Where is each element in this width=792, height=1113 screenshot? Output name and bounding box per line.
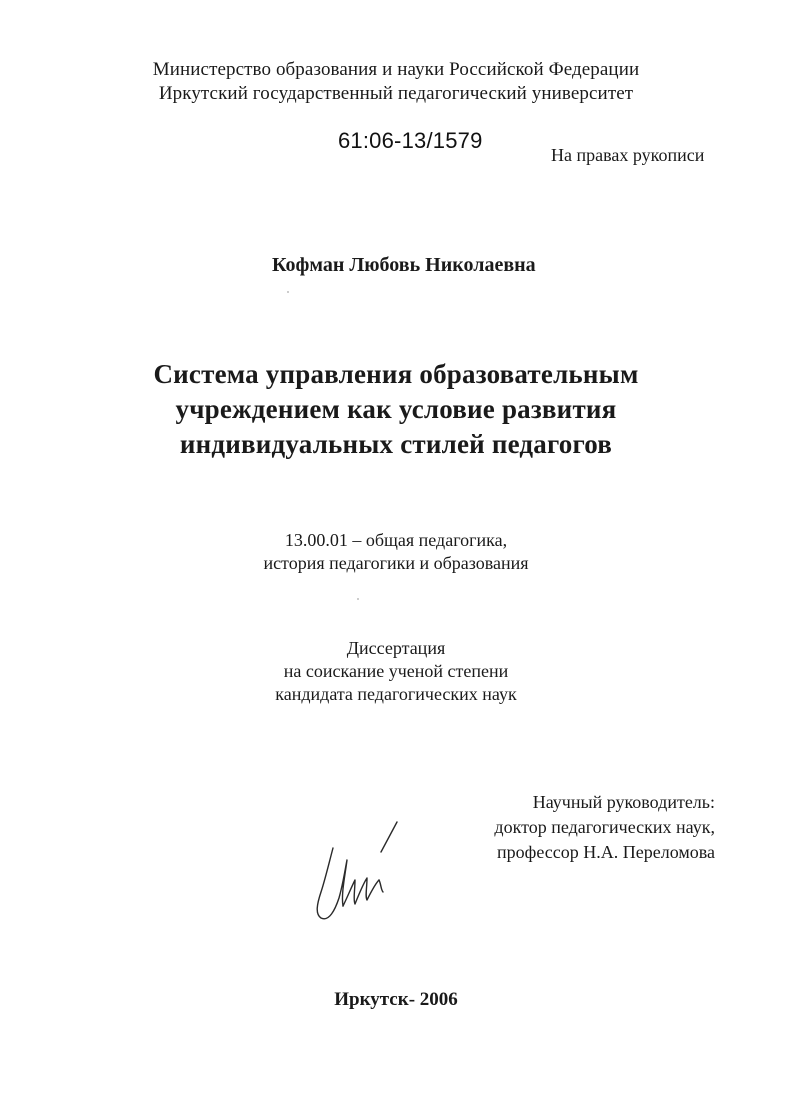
scan-speck (357, 598, 359, 600)
signature-stroke (379, 880, 383, 892)
supervisor-block (460, 790, 715, 865)
ministry-header (0, 58, 792, 106)
title-line: Система управления образовательным (153, 359, 639, 389)
scan-speck (287, 291, 289, 293)
university-line: Иркутский государственный педагогический университет (158, 83, 634, 104)
specialty-line: история педагогики и образования (263, 553, 529, 573)
manuscript-note: На правах рукописи (551, 145, 705, 165)
degree-block (0, 637, 792, 706)
specialty-block (0, 529, 792, 575)
degree-line: Диссертация (346, 638, 446, 658)
title-line: учреждением как условие развития (175, 394, 617, 424)
signature-stroke (343, 878, 379, 906)
signature-stroke (317, 848, 347, 919)
degree-line: на соискание ученой степени (283, 661, 509, 681)
degree-line: кандидата педагогических наук (275, 684, 517, 704)
specialty-line: 13.00.01 – общая педагогика, (284, 530, 508, 550)
ministry-line: Министерство образования и науки Российской Федерации (152, 59, 640, 80)
supervisor-degree: доктор педагогических наук, (494, 817, 715, 837)
supervisor-label: Научный руководитель: (532, 792, 715, 812)
author-name: Кофман Любовь Николаевна (272, 254, 536, 276)
signature-slash (381, 822, 397, 852)
handwritten-signature (305, 818, 410, 928)
dissertation-title (0, 357, 792, 462)
title-line: индивидуальных стилей педагогов (179, 429, 613, 459)
catalog-code: 61:06-13/1579 (338, 128, 483, 153)
city-year: Иркутск- 2006 (334, 989, 458, 1010)
supervisor-name: профессор Н.А. Переломова (497, 842, 715, 862)
